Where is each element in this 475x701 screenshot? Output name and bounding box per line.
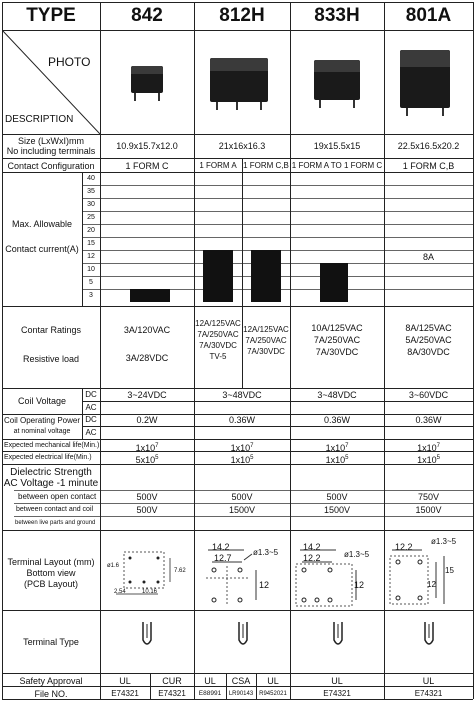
- pcb-842-pitch: 2.54: [114, 589, 126, 595]
- dielectric-coil-842: 500V: [136, 505, 158, 515]
- safety-812h-csa: CSA: [231, 676, 251, 686]
- pcb-842-width: 10.16: [142, 589, 158, 595]
- pcb-833h-hole: ø1.3~5: [344, 550, 370, 559]
- grid-line: [2, 686, 473, 687]
- dielectric-coil-812h: 1500V: [228, 505, 256, 515]
- grid-line: [82, 211, 473, 212]
- elec-life-812h: $1x10^5$: [230, 455, 254, 465]
- pcb-833h-w2: 12.2: [303, 553, 321, 563]
- coil-power-ac: AC: [85, 428, 97, 437]
- coil-power-833h: 0.36W: [323, 415, 350, 425]
- model-header-842: 842: [131, 5, 163, 26]
- mech-life-label: Expected mechanical life(Min.): [4, 442, 100, 449]
- pcb-842-height: 7.62: [174, 568, 186, 574]
- pcb-812h-w1: 14.2: [212, 542, 230, 552]
- file-no-label: File NO.: [34, 689, 68, 699]
- contact-config-label: Contact Configuration: [7, 161, 95, 171]
- dielectric-open-842: 500V: [136, 492, 158, 502]
- size-label-note: No including terminals: [6, 146, 96, 156]
- contact-config-812h-cb: 1 FORM C,B: [243, 161, 289, 170]
- grid-line: [2, 172, 473, 173]
- relay-photo-833h: [314, 60, 360, 100]
- grid-line: [14, 490, 473, 491]
- terminal-pin-icon-842: [140, 622, 154, 648]
- mech-life-842: $1x10^7$: [135, 443, 159, 453]
- rating-801a-3: 8A/30VDC: [407, 347, 450, 357]
- safety-812h-ul2: UL: [267, 676, 279, 686]
- pcb-812h-hole: ø1.3~5: [253, 548, 279, 557]
- scale-tick-label: 10: [87, 266, 95, 273]
- ratings-label-1: Contar Ratings: [20, 325, 82, 335]
- rating-833h-1: 10A/125VAC: [311, 323, 363, 333]
- coil-power-dc: DC: [85, 415, 97, 424]
- type-header: TYPE: [26, 5, 76, 26]
- size-833h: 19x15.5x15: [313, 141, 361, 151]
- pcb-833h-height: 12: [354, 580, 365, 590]
- pcb-812h-w2: 12.7: [214, 553, 232, 563]
- rating-812h-a-2: 7A/250VAC: [197, 330, 239, 339]
- coil-voltage-833h: 3~48VDC: [317, 390, 357, 400]
- size-842: 10.9x15.7x12.0: [116, 141, 178, 151]
- rating-833h-2: 7A/250VAC: [313, 335, 361, 345]
- grid-line: [2, 439, 473, 440]
- rating-842-ac: 3A/120VAC: [123, 325, 171, 335]
- grid-line: [82, 426, 473, 427]
- file-no-812h-1: E88991: [198, 690, 222, 697]
- rating-801a-2: 5A/250VAC: [405, 335, 452, 345]
- pcb-801a-height: 12: [427, 580, 436, 589]
- file-no-842-1: E74321: [111, 689, 139, 698]
- coil-voltage-812h: 3~48VDC: [222, 390, 262, 400]
- terminal-layout-label-2: Bottom view: [26, 568, 76, 578]
- file-no-801a: E74321: [414, 689, 443, 698]
- file-no-812h-2: LR90143: [228, 691, 254, 697]
- file-no-812h-3: R9452021: [259, 691, 287, 697]
- model-header-833h: 833H: [314, 5, 360, 26]
- dielectric-label-1: Dielectric Strength: [10, 467, 92, 478]
- rating-833h-3: 7A/30VDC: [315, 347, 359, 357]
- safety-842-cur: CUR: [162, 676, 182, 686]
- contact-config-801a: 1 FORM C,B: [402, 161, 455, 171]
- pcb-801a-w1: 12.2: [395, 542, 413, 552]
- grid-line: [473, 2, 474, 699]
- photo-label: PHOTO: [48, 55, 91, 69]
- rating-801a-1: 8A/125VAC: [405, 323, 452, 333]
- scale-tick-label: 25: [87, 214, 95, 221]
- dielectric-coil-label: between contact and coil: [16, 506, 94, 513]
- scale-tick-label: 35: [87, 188, 95, 195]
- grid-line: [14, 516, 473, 517]
- safety-842-ul: UL: [119, 676, 131, 686]
- grid-line: [2, 158, 473, 159]
- mech-life-812h: $1x10^7$: [230, 443, 254, 453]
- contact-config-833h: 1 FORM A TO 1 FORM C: [291, 161, 383, 170]
- safety-833h: UL: [331, 676, 343, 686]
- dielectric-open-label: between open contact: [18, 492, 97, 501]
- dielectric-coil-833h: 1500V: [323, 505, 351, 515]
- coil-voltage-801a: 3~60VDC: [408, 390, 449, 400]
- grid-line: [82, 224, 473, 225]
- coil-power-label-1: Coil Operating Power: [3, 416, 81, 425]
- current-bar: [130, 289, 170, 302]
- file-no-833h: E74321: [323, 689, 351, 698]
- current-bar: [320, 263, 348, 302]
- grid-line: [2, 699, 473, 700]
- contact-current-label-1: Max. Allowable: [11, 219, 73, 229]
- dielectric-ground-label: between live parts and ground: [15, 520, 96, 526]
- description-label: DESCRIPTION: [5, 114, 74, 125]
- coil-power-801a: 0.36W: [415, 415, 442, 425]
- scale-tick-label: 30: [87, 201, 95, 208]
- current-bar: [203, 250, 233, 302]
- rating-812h-cb-1: 12A/125VAC: [243, 325, 289, 334]
- coil-power-812h: 0.36W: [228, 415, 255, 425]
- rating-842-dc: 3A/28VDC: [125, 353, 169, 363]
- pcb-layout-812h: [194, 530, 290, 610]
- rating-812h-cb-2: 7A/250VAC: [245, 336, 287, 345]
- grid-line: [82, 185, 473, 186]
- contact-current-label-2: Contact current(A): [5, 244, 79, 254]
- scale-tick-label: 5: [89, 279, 93, 286]
- model-header-801a: 801A: [405, 5, 452, 26]
- elec-life-label: Expected electrical life(Min.): [4, 454, 92, 461]
- grid-line: [2, 388, 473, 389]
- file-no-842-2: E74321: [158, 689, 186, 698]
- rating-812h-cb-3: 7A/30VDC: [247, 347, 285, 356]
- grid-line: [82, 198, 473, 199]
- elec-life-833h: $1x10^5$: [325, 455, 349, 465]
- relay-photo-842: [131, 66, 163, 93]
- dielectric-open-812h: 500V: [231, 492, 253, 502]
- ratings-label-2: Resistive load: [22, 354, 80, 364]
- contact-config-842: 1 FORM C: [125, 161, 169, 171]
- grid-line: [2, 134, 473, 135]
- scale-tick-label: 20: [87, 227, 95, 234]
- pcb-833h-w1: 14.2: [303, 542, 321, 552]
- size-801a: 22.5x16.5x20.2: [397, 141, 460, 151]
- scale-tick-label: 15: [87, 240, 95, 247]
- terminal-pin-icon-801a: [422, 622, 436, 648]
- elec-life-801a: $1x10^5$: [417, 455, 440, 465]
- coil-voltage-ac: AC: [85, 403, 97, 412]
- coil-voltage-842: 3~24VDC: [127, 390, 167, 400]
- scale-tick-label: 12: [87, 253, 95, 260]
- grid-line: [2, 2, 473, 3]
- grid-line: [14, 503, 473, 504]
- size-812h: 21x16x16.3: [218, 141, 266, 151]
- pcb-801a-hole: ø1.3~5: [431, 537, 457, 546]
- terminal-type-label: Terminal Type: [23, 637, 79, 647]
- relay-photo-801a: [400, 50, 450, 108]
- safety-label: Safety Approval: [19, 676, 83, 686]
- model-header-812h: 812H: [219, 5, 265, 26]
- mech-life-801a: $1x10^7$: [417, 443, 440, 453]
- size-label: Size (LxWxI)mm: [18, 136, 84, 146]
- contact-config-812h-a: 1 FORM A: [199, 161, 237, 170]
- dielectric-label-2: AC Voltage -1 minute: [3, 478, 99, 489]
- rating-812h-a-4: TV-5: [209, 352, 227, 361]
- coil-voltage-label: Coil Voltage: [17, 396, 67, 406]
- terminal-pin-icon-812h: [236, 622, 250, 648]
- coil-voltage-dc: DC: [85, 390, 97, 399]
- relay-photo-812h: [210, 58, 268, 102]
- rating-812h-a-3: 7A/30VDC: [199, 341, 237, 350]
- pcb-842-hole: ø1.6: [107, 563, 120, 569]
- coil-power-label-2: at nominal voltage: [13, 428, 71, 435]
- pcb-801a-height2: 15: [445, 566, 454, 575]
- dielectric-open-801a: 750V: [417, 492, 440, 502]
- elec-life-842: $5x10^5$: [135, 455, 159, 465]
- current-bar: [251, 250, 281, 302]
- terminal-layout-label-3: (PCB Layout): [23, 579, 79, 589]
- terminal-pin-icon-833h: [331, 622, 345, 648]
- scale-tick-label: 40: [87, 175, 95, 182]
- coil-power-842: 0.2W: [136, 415, 158, 425]
- dielectric-coil-801a: 1500V: [415, 505, 442, 515]
- safety-812h-ul: UL: [204, 676, 216, 686]
- bar-label-801a: 8A: [422, 252, 434, 262]
- pcb-812h-height: 12: [259, 580, 270, 590]
- mech-life-833h: $1x10^7$: [325, 443, 349, 453]
- grid-line: [2, 673, 473, 674]
- scale-tick-label: 3: [89, 292, 93, 299]
- grid-line: [82, 237, 473, 238]
- rating-812h-a-1: 12A/125VAC: [195, 319, 241, 328]
- terminal-layout-label-1: Terminal Layout (mm): [7, 557, 95, 567]
- grid-line: [2, 306, 473, 307]
- dielectric-open-833h: 500V: [326, 492, 348, 502]
- safety-801a: UL: [422, 676, 435, 686]
- grid-line: [82, 401, 473, 402]
- grid-line: [100, 172, 101, 306]
- grid-line: [2, 610, 473, 611]
- grid-line: [100, 306, 101, 699]
